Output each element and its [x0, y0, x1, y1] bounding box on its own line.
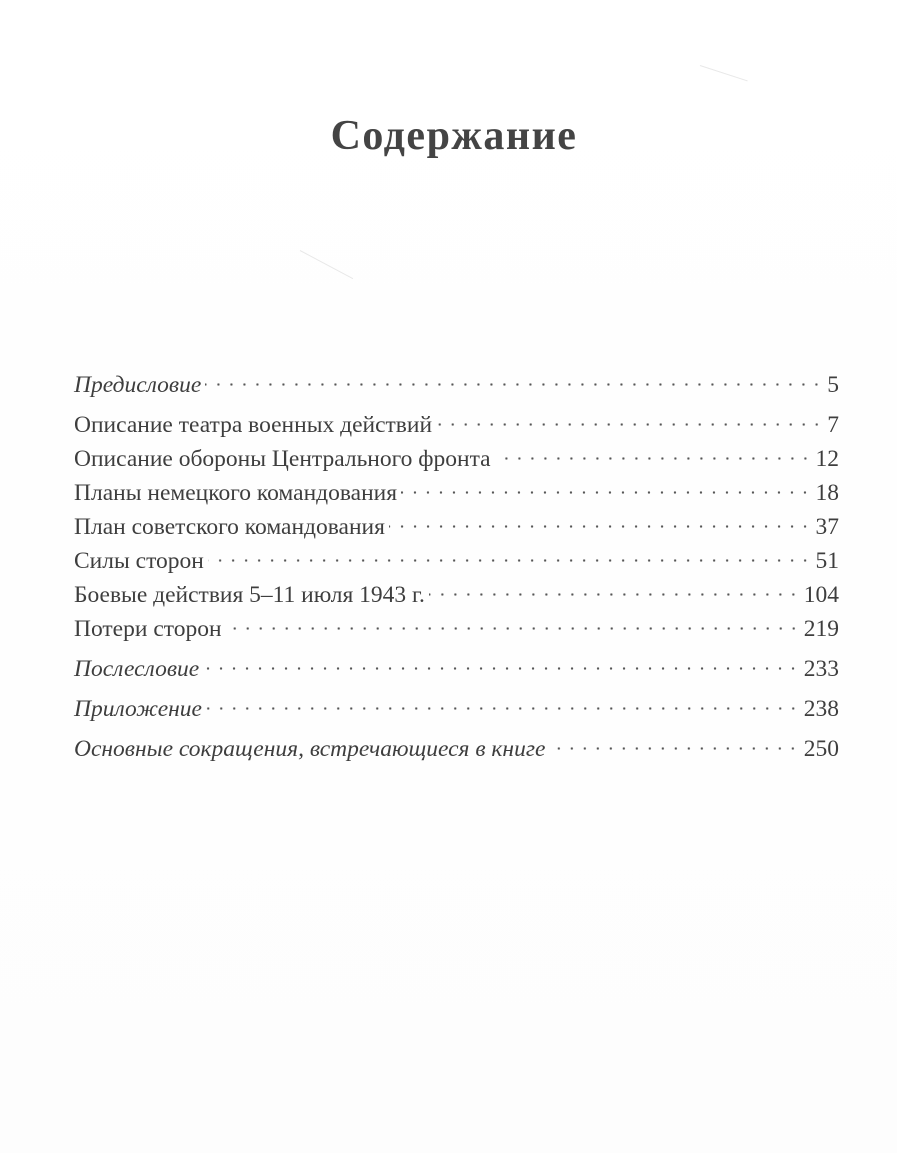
toc-entry-page: 37 [815, 514, 839, 540]
dot-leader [205, 383, 823, 386]
dot-leader [203, 667, 800, 670]
toc-entry [74, 476, 839, 510]
toc-entry-title: Основные сокращения, встречающиеся в книге [74, 736, 546, 762]
table-of-contents [74, 368, 839, 766]
toc-entry [74, 578, 839, 612]
dot-leader [429, 593, 800, 596]
toc-entry-page: 233 [803, 656, 839, 682]
toc-entry-page: 250 [803, 736, 839, 762]
toc-entry-title: Описание театра военных действий [74, 412, 433, 438]
toc-entry-title: Послесловие [74, 656, 200, 682]
dot-leader [436, 423, 823, 426]
dot-leader [208, 559, 812, 562]
toc-entry-title: Описание обороны Центрального фронта [74, 446, 491, 472]
dot-leader [495, 457, 812, 460]
toc-entry-page: 219 [803, 616, 839, 642]
toc-entry [74, 544, 839, 578]
toc-entry [74, 510, 839, 544]
toc-entry-page: 12 [815, 446, 839, 472]
toc-entry-title: Предисловие [74, 372, 202, 398]
toc-entry-title: Боевые действия 5–11 июля 1943 г. [74, 582, 425, 608]
toc-entry-title: Силы сторон [74, 548, 204, 574]
toc-entry-page: 5 [827, 372, 839, 398]
scan-artifact [700, 65, 748, 81]
dot-leader [389, 525, 812, 528]
toc-entry-title: Приложение [74, 696, 202, 722]
toc-entry-title: Планы немецкого командования [74, 480, 398, 506]
dot-leader [226, 627, 800, 630]
toc-entry-page: 238 [803, 696, 839, 722]
toc-entry-page: 18 [815, 480, 839, 506]
toc-entry-title: Потери сторон [74, 616, 222, 642]
dot-leader [549, 747, 799, 750]
dot-leader [401, 491, 811, 494]
toc-entry [74, 408, 839, 442]
toc-entry [74, 612, 839, 646]
scan-artifact [300, 250, 353, 279]
toc-entry [74, 692, 839, 726]
toc-entry [74, 652, 839, 686]
toc-entry-page: 7 [827, 412, 839, 438]
dot-leader [206, 707, 800, 710]
toc-entry-title: План советского командования [74, 514, 385, 540]
page-title: Содержание [330, 113, 578, 159]
toc-entry [74, 368, 839, 402]
toc-entry-page: 51 [815, 548, 839, 574]
toc-entry-page: 104 [803, 582, 839, 608]
toc-entry [74, 442, 839, 476]
toc-entry [74, 732, 839, 766]
